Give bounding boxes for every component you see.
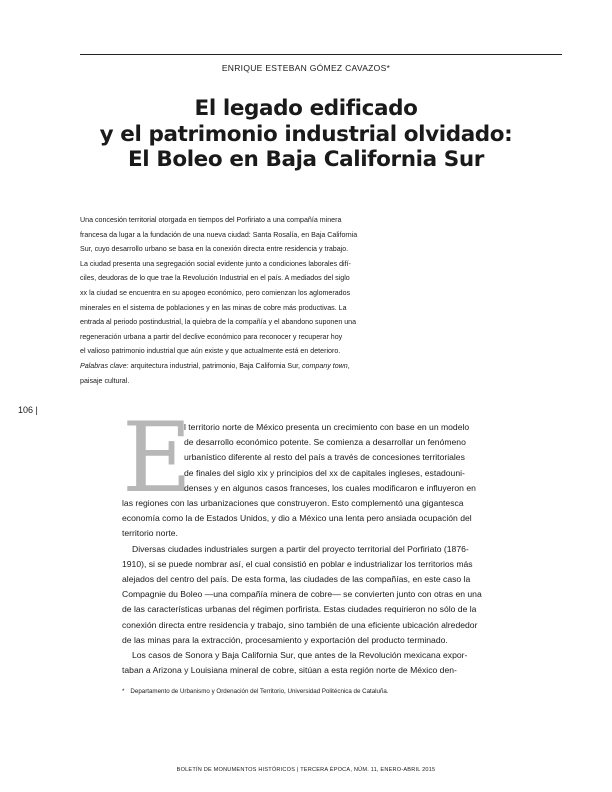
keywords-last-line: paisaje cultural.: [80, 376, 130, 385]
body-line: taban a Arizona y Louisiana mineral de cobre, sitúan a esta región norte de México den-: [122, 665, 457, 676]
footnote: [122, 688, 542, 695]
keywords-text-end: ,: [347, 361, 350, 370]
body-line: urbanístico diferente al resto del país a través de concesiones territoriales: [184, 452, 465, 463]
keywords-text: arquitectura industrial, patrimonio, Baja California Sur,: [128, 361, 302, 370]
body-line: de las minas para la extracción, procesamiento y exportación del producto terminado.: [122, 634, 448, 645]
abstract-line: ciles, deudoras de lo que trae la Revolución Industrial en el país. A mediados del siglo: [80, 274, 350, 283]
abstract-line: el valioso patrimonio industrial que aún existe y que actualmente está en deterioro.: [80, 347, 341, 356]
abstract-line: minerales en el sistema de poblaciones y en las minas de cobre más productivas. La: [80, 303, 347, 312]
keywords-line: [80, 359, 420, 374]
article-title: [70, 96, 542, 173]
header-rule: [80, 54, 562, 55]
abstract: [80, 213, 420, 388]
body-line: Compagnie du Boleo —una compañía minera de cobre— se convierten junto con otras en una: [122, 589, 482, 600]
body-line: l territorio norte de México presenta un crecimiento con base en un modelo: [184, 422, 470, 432]
body-line: de desarrollo económico potente. Se comienza a desarrollar un fenómeno: [184, 437, 466, 448]
body-line: 1910), si se puede nombrar así, el cual consistió en poblar e industrializar los territorios más: [122, 558, 473, 569]
abstract-line: regeneración urbana a partir del declive económico para reconocer y recuperar hoy: [80, 332, 343, 341]
footnote-mark: *: [122, 688, 125, 695]
body-line: Diversas ciudades industriales surgen a partir del proyecto territorial del Porfiriato (1876-: [132, 543, 469, 554]
abstract-line: entrada al periodo postindustrial, la quiebra de la compañía y el abandono suponen una: [80, 318, 357, 327]
keywords-label: Palabras clave:: [80, 361, 129, 370]
body-line: conexión directa entre residencia y trabajo, sino también de una eficiente ubicación alrededor: [122, 619, 478, 630]
title-line: y el patrimonio industrial olvidado:: [99, 121, 513, 147]
abstract-line: xx la ciudad se encuentra en su apogeo económico, pero comienzan los aglomerados: [80, 288, 351, 297]
abstract-line: La ciudad presenta una segregación social evidente junto a condiciones laborales difí-: [80, 259, 351, 268]
body-line: alejados del centro del país. De esta forma, las ciudades de las compañías, en este caso la: [122, 574, 471, 585]
title-line: El Boleo en Baja California Sur: [128, 147, 484, 172]
body-line: economía como la de Estados Unidos, y dio a México una lenta pero ansiada ocupación del: [122, 513, 472, 524]
title-line: El legado edificado: [194, 96, 418, 121]
page-number: 106 |: [18, 405, 38, 415]
footnote-text: Departamento de Urbanismo y Ordenación del Territorio, Universidad Politécnica de Cataluña.: [130, 688, 389, 695]
keywords-italic-term: company town: [302, 361, 348, 370]
abstract-line: Sur, cuyo desarrollo urbano se basa en la conexión directa entre residencia y trabajo.: [80, 245, 349, 254]
body-line: Los casos de Sonora y Baja California Sur, que antes de la Revolución mexicana expor-: [132, 650, 468, 661]
body-line: territorio norte.: [122, 528, 178, 539]
body-line: de finales del siglo xix y principios del xx de capitales ingleses, estadouni-: [184, 467, 465, 478]
journal-footer: BOLETÍN DE MONUMENTOS HISTÓRICOS | TERCERA ÉPOCA, NÚM. 11, ENERO-ABRIL 2015: [176, 767, 436, 773]
body-text: [122, 402, 512, 678]
author-name: ENRIQUE ESTEBAN GÓMEZ CAVAZOS*: [221, 63, 391, 73]
drop-cap: E: [122, 402, 193, 514]
body-line: las regiones con las urbanizaciones que construyeron. Esto complementó una gigantesca: [122, 498, 464, 509]
body-line: de las características urbanas del régimen porfirista. Estas ciudades requirieron no sólo de la: [122, 604, 477, 615]
abstract-line: francesa da lugar a la fundación de una nueva ciudad: Santa Rosalía, en Baja California: [80, 230, 358, 239]
abstract-line: Una concesión territorial otorgada en tiempos del Porfiriato a una compañía minera: [80, 216, 342, 224]
body-line: denses y en algunos casos franceses, los cuales modificaron e influyeron en: [184, 482, 476, 493]
